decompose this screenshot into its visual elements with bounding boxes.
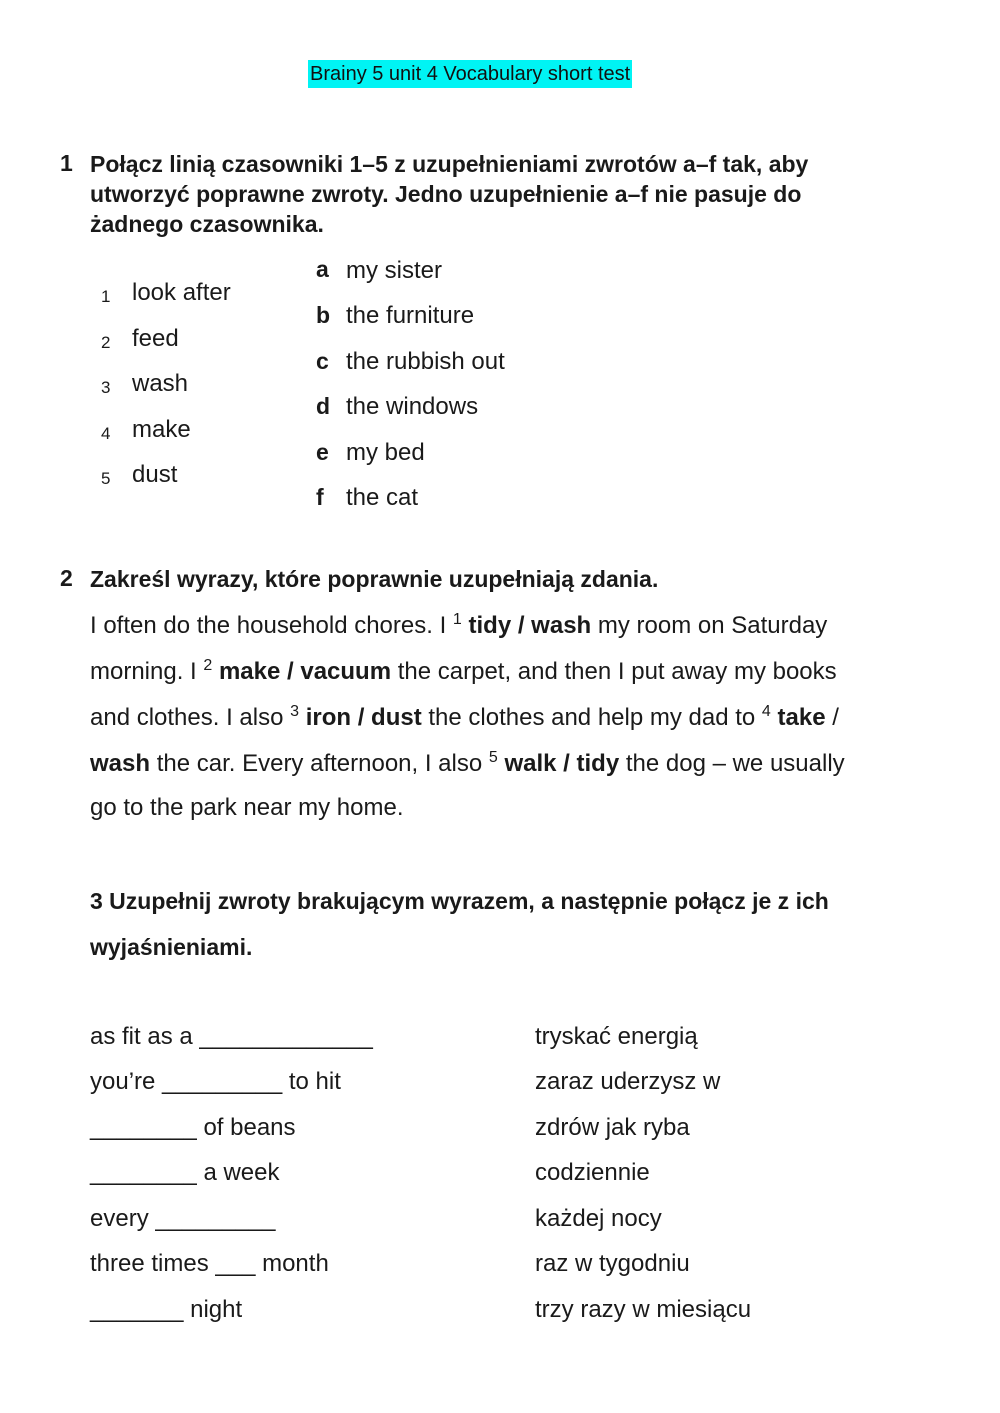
phrase-item[interactable]: three times ___ month [90, 1250, 329, 1277]
task2-text: the clothes and help my dad to [421, 704, 762, 731]
task2-text: and clothes. I also [90, 704, 291, 731]
complement-item: the cat [346, 484, 419, 511]
task2-paragraph-line [90, 703, 970, 732]
task2-text: the carpet, and then I put away my books [391, 658, 837, 685]
task2-text: my room on Saturday [591, 612, 828, 639]
complement-item: the windows [346, 393, 479, 420]
verb-number: 4 [101, 424, 111, 443]
option-choice[interactable]: make / vacuum [218, 658, 392, 685]
task3-instruction-line2: wyjaśnieniami. [90, 934, 253, 960]
translation-item: raz w tygodniu [535, 1250, 690, 1277]
complement-item: the furniture [346, 302, 475, 329]
translation-item: codziennie [535, 1159, 650, 1186]
translation-item: każdej nocy [535, 1205, 662, 1232]
complement-item: my bed [346, 439, 425, 466]
option-choice[interactable]: walk / tidy [504, 750, 620, 777]
task1-instruction-line1: Połącz linią czasowniki 1–5 z uzupełnieniami zwrotów a–f tak, aby [90, 151, 809, 177]
test-title: Brainy 5 unit 4 Vocabulary short test [308, 60, 632, 88]
translation-item: zaraz uderzysz w [535, 1068, 721, 1095]
task2-paragraph-line [90, 611, 970, 640]
task1-instruction-line2: utworzyć poprawne zwroty. Jedno uzupełnienie a–f nie pasuje do [90, 181, 802, 207]
task3-instruction-line1: 3 Uzupełnij zwroty brakującym wyrazem, a następnie połącz je z ich [90, 888, 829, 914]
verb-number: 1 [101, 287, 111, 306]
verb-item: make [132, 416, 191, 443]
option-choice[interactable]: wash [90, 750, 151, 777]
verb-item: feed [132, 325, 179, 352]
verb-item: wash [132, 370, 189, 397]
complement-item: my sister [346, 257, 442, 284]
verb-number: 3 [101, 378, 111, 397]
complement-item: the rubbish out [346, 348, 505, 375]
complement-letter: d [316, 393, 331, 419]
phrase-item[interactable]: every _________ [90, 1205, 276, 1232]
translation-item: trzy razy w miesiącu [535, 1296, 752, 1323]
task2-text: the dog – we usually [619, 750, 845, 777]
task2-number: 2 [60, 565, 73, 591]
task2-instruction: Zakreśl wyrazy, które poprawnie uzupełniają zdania. [90, 566, 659, 592]
complement-letter: e [316, 439, 329, 465]
option-choice[interactable]: iron / dust [305, 704, 422, 731]
option-choice[interactable]: take [777, 704, 826, 731]
complement-letter: b [316, 302, 331, 328]
gap-number: 4 [761, 703, 771, 720]
gap-number: 3 [290, 703, 300, 720]
gap-number: 1 [452, 611, 462, 628]
phrase-item[interactable]: ________ of beans [90, 1114, 296, 1141]
verb-number: 2 [101, 333, 111, 352]
phrase-item[interactable]: _______ night [90, 1296, 243, 1323]
gap-number: 5 [488, 749, 498, 766]
phrase-item[interactable]: ________ a week [90, 1159, 280, 1186]
task2-text: morning. I [90, 658, 204, 685]
verb-number: 5 [101, 469, 111, 488]
complement-letter: f [316, 484, 324, 510]
complement-letter: a [316, 256, 329, 282]
task2-text: I often do the household chores. I [90, 612, 453, 639]
task2-text: the car. Every afternoon, I also [150, 750, 489, 777]
task2-paragraph-line: go to the park near my home. [90, 794, 404, 821]
option-choice[interactable]: tidy / wash [468, 612, 592, 639]
task2-text: / [825, 704, 839, 731]
task2-paragraph-line [90, 657, 970, 686]
verb-item: dust [132, 461, 178, 488]
phrase-item[interactable]: as fit as a _____________ [90, 1023, 373, 1050]
complement-letter: c [316, 348, 329, 374]
task1-instruction-line3: żadnego czasownika. [90, 211, 324, 237]
verb-item: look after [132, 279, 231, 306]
phrase-item[interactable]: you’re _________ to hit [90, 1068, 341, 1095]
gap-number: 2 [203, 657, 213, 674]
task2-paragraph-line [90, 749, 970, 778]
task1-number: 1 [60, 150, 73, 176]
translation-item: tryskać energią [535, 1023, 698, 1050]
translation-item: zdrów jak ryba [535, 1114, 690, 1141]
